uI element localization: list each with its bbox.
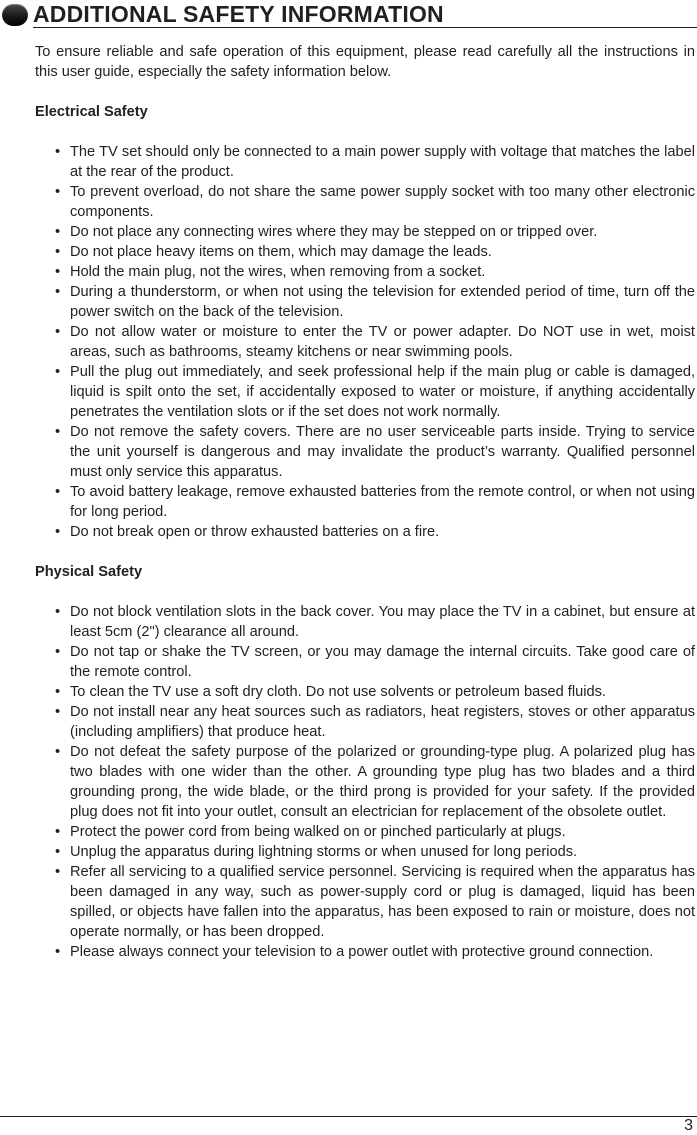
list-item: • Hold the main plug, not the wires, when removing from a socket. xyxy=(55,264,486,280)
bullet-icon: • xyxy=(55,284,61,300)
bullet-icon: • xyxy=(55,864,61,880)
bullet-icon: • xyxy=(55,364,61,380)
list-item: • Do not install near any heat sources such as radiators, heat registers, stoves or other apparatus (including amplifiers) that produce heat. xyxy=(55,704,695,740)
bullet-icon: • xyxy=(55,744,61,760)
list-item: • Do not tap or shake the TV screen, or you may damage the internal circuits. Take good care of the remote control. xyxy=(55,644,695,680)
section-marker-icon xyxy=(2,4,28,26)
list-item: • To clean the TV use a soft dry cloth. Do not use solvents or petroleum based fluids. xyxy=(55,684,606,700)
bullet-icon: • xyxy=(55,604,61,620)
list-item: • Please always connect your television to a power outlet with protective ground connection. xyxy=(55,944,654,960)
bullet-icon: • xyxy=(55,144,61,160)
page-number: 3 xyxy=(684,1117,693,1134)
page-header xyxy=(0,0,697,30)
intro-paragraph: To ensure reliable and safe operation of this equipment, please read carefully all the instructions in this user guide, especially the safety information below. xyxy=(35,44,695,80)
bullet-icon: • xyxy=(55,264,61,280)
list-item: • Do not break open or throw exhausted batteries on a fire. xyxy=(55,524,440,540)
list-item: • Do not block ventilation slots in the back cover. You may place the TV in a cabinet, but ensure at least 5cm (2") clearance all around. xyxy=(55,604,695,640)
bullet-icon: • xyxy=(55,844,61,860)
list-item: • Do not place heavy items on them, which may damage the leads. xyxy=(55,244,492,260)
list-item: • Pull the plug out immediately, and seek professional help if the main plug or cable is damaged, liquid is spilt onto the set, if accidentally exposed to water or moisture, if anything accidentally penetrates the ventilation slots or if the set does not work normally. xyxy=(55,364,695,420)
list-item: • To avoid battery leakage, remove exhausted batteries from the remote control, or when not using for long period. xyxy=(55,484,695,520)
list-item: • Do not place any connecting wires where they may be stepped on or tripped over. xyxy=(55,224,598,240)
electrical-safety-heading: Electrical Safety xyxy=(35,104,148,120)
list-item: • The TV set should only be connected to a main power supply with voltage that matches the label at the rear of the product. xyxy=(55,144,695,180)
bullet-icon: • xyxy=(55,424,61,440)
physical-safety-list xyxy=(35,602,695,962)
bullet-icon: • xyxy=(55,484,61,500)
list-item: • To prevent overload, do not share the same power supply socket with too many other electronic components. xyxy=(55,184,695,220)
bullet-icon: • xyxy=(55,224,61,240)
bullet-icon: • xyxy=(55,244,61,260)
list-item: • During a thunderstorm, or when not using the television for extended period of time, turn off the power switch on the back of the television. xyxy=(55,284,695,320)
electrical-safety-list xyxy=(35,142,695,542)
list-item: • Protect the power cord from being walked on or pinched particularly at plugs. xyxy=(55,824,566,840)
header-divider xyxy=(33,27,697,28)
bullet-icon: • xyxy=(55,324,61,340)
physical-safety-heading: Physical Safety xyxy=(35,564,143,580)
list-item: • Unplug the apparatus during lightning storms or when unused for long periods. xyxy=(55,844,578,860)
list-item: • Refer all servicing to a qualified service personnel. Servicing is required when the apparatus has been damaged in any way, such as power-supply cord or plug is damaged, liquid has been spilled, or objects have fallen into the apparatus, has been exposed to rain or moisture, does not operate normally, or has been dropped. xyxy=(55,864,695,940)
document-body xyxy=(35,42,695,962)
bullet-icon: • xyxy=(55,524,61,540)
list-item: • Do not allow water or moisture to enter the TV or power adapter. Do NOT use in wet, moist areas, such as bathrooms, steamy kitchens or near swimming pools. xyxy=(55,324,695,360)
bullet-icon: • xyxy=(55,184,61,200)
page-title: ADDITIONAL SAFETY INFORMATION xyxy=(33,1,444,27)
bullet-icon: • xyxy=(55,704,61,720)
bullet-icon: • xyxy=(55,944,61,960)
footer-divider xyxy=(0,1116,697,1117)
bullet-icon: • xyxy=(55,684,61,700)
list-item: • Do not remove the safety covers. There are no user serviceable parts inside. Trying to service the unit yourself is dangerous and may invalidate the product’s warranty. Qualified personnel must only service this apparatus. xyxy=(55,424,695,480)
list-item: • Do not defeat the safety purpose of the polarized or grounding-type plug. A polarized plug has two blades with one wider than the other. A grounding type plug has two blades and a third grounding prong, the wide blade, or the third prong is provided for your safety. If the provided plug does not fit into your outlet, consult an electrician for replacement of the obsolete outlet. xyxy=(55,744,695,820)
bullet-icon: • xyxy=(55,824,61,840)
bullet-icon: • xyxy=(55,644,61,660)
